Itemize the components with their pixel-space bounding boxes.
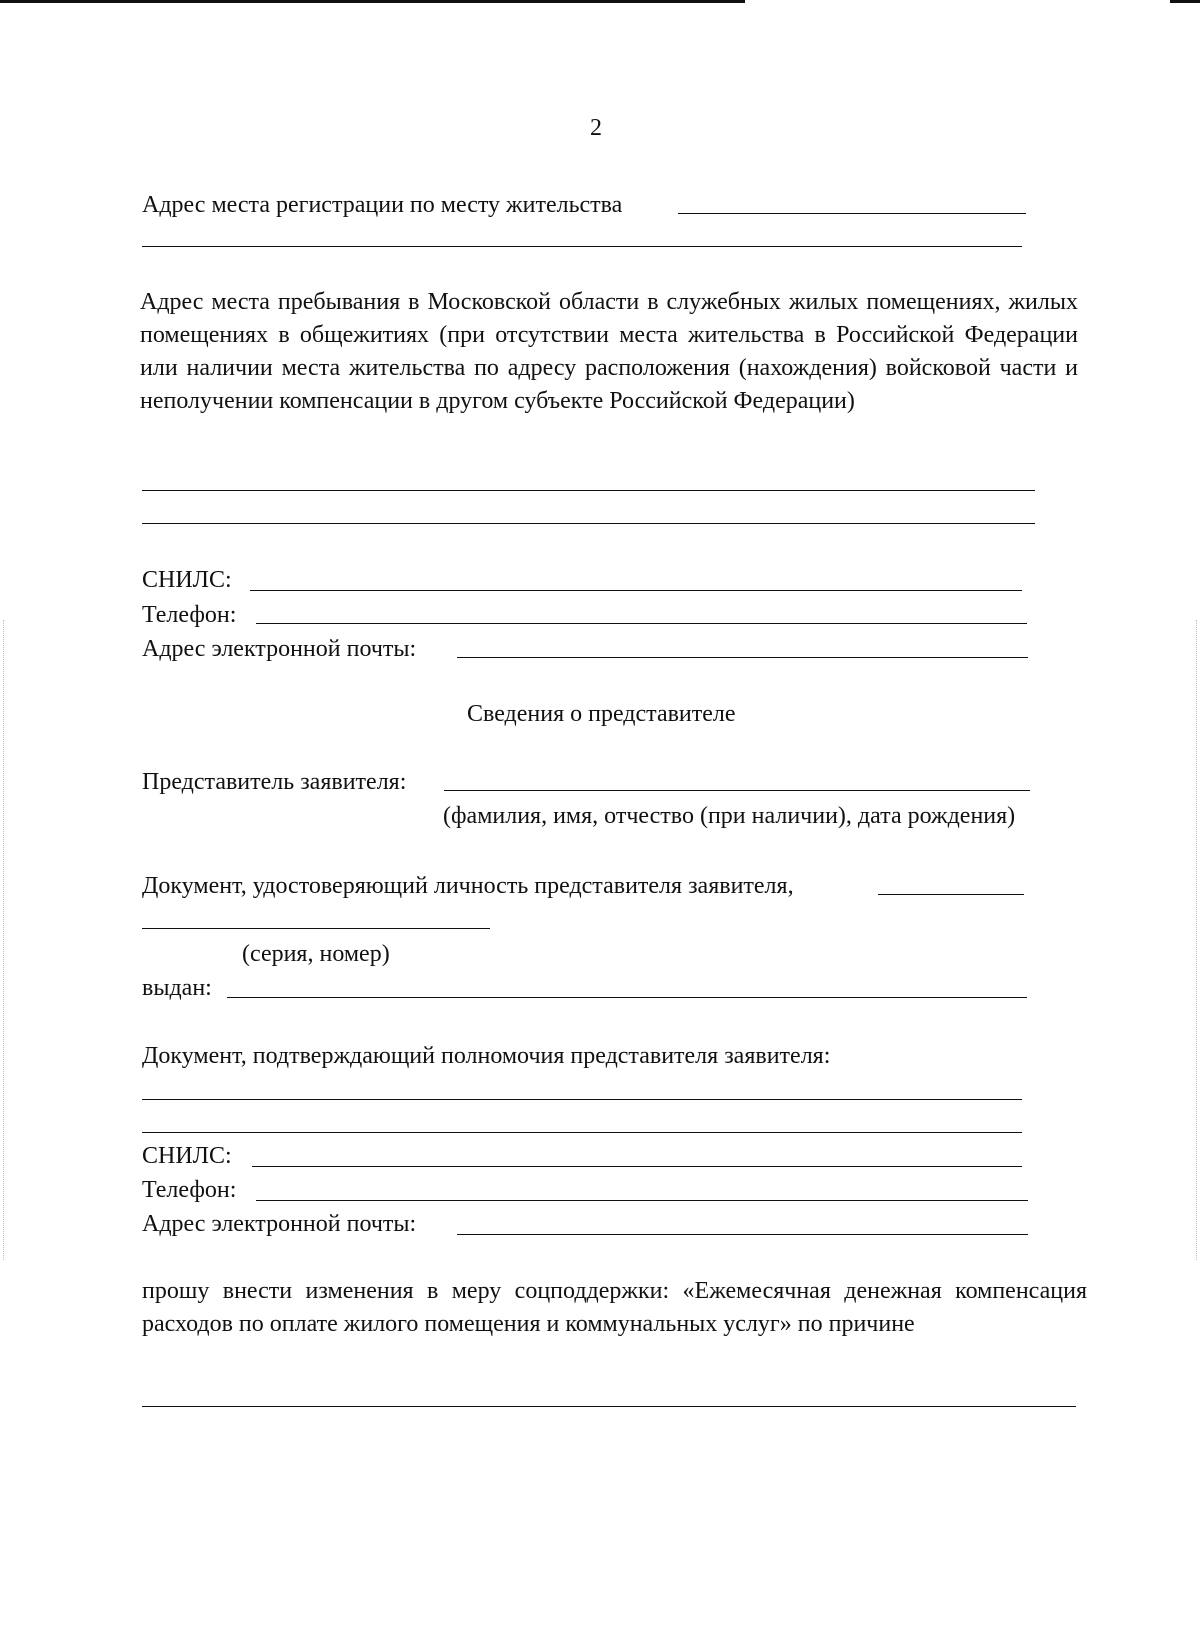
issued-label: выдан: <box>142 975 212 1001</box>
representative-field[interactable] <box>444 790 1030 791</box>
representative-phone-label: Телефон: <box>142 1177 237 1203</box>
representative-email-field[interactable] <box>457 1234 1028 1235</box>
registration-address-label: Адрес места регистрации по месту жительства <box>142 192 623 218</box>
scan-right-edge <box>1196 620 1198 1260</box>
representative-snils-field[interactable] <box>252 1166 1022 1167</box>
authority-document-field-line-1[interactable] <box>142 1099 1022 1100</box>
issued-field[interactable] <box>227 997 1027 998</box>
representative-snils-label: СНИЛС: <box>142 1143 232 1169</box>
page-number: 2 <box>590 115 602 141</box>
request-reason-field[interactable] <box>142 1406 1076 1407</box>
applicant-snils-field[interactable] <box>250 590 1022 591</box>
identity-document-hint: (серия, номер) <box>242 941 390 967</box>
scan-left-edge <box>3 620 5 1260</box>
applicant-phone-field[interactable] <box>256 623 1027 624</box>
stay-address-field-line-2[interactable] <box>142 523 1035 524</box>
representative-email-label: Адрес электронной почты: <box>142 1211 417 1237</box>
applicant-email-field[interactable] <box>457 657 1028 658</box>
identity-document-field-line-1[interactable] <box>878 894 1024 895</box>
registration-address-field-line-2[interactable] <box>142 246 1022 247</box>
applicant-snils-label: СНИЛС: <box>142 567 232 593</box>
scan-top-border <box>0 0 745 3</box>
request-paragraph: прошу внести изменения в меру соцподдержки: «Ежемесячная денежная компенсация расходов по оплате жилого помещения и коммунальных услуг» по причине <box>142 1278 1087 1337</box>
representative-phone-field[interactable] <box>256 1200 1028 1201</box>
authority-document-field-line-2[interactable] <box>142 1132 1022 1133</box>
stay-address-paragraph: Адрес места пребывания в Московской области в служебных жилых помещениях, жилых помещениях в общежитиях (при отсутствии места жительства в Российской Федерации или наличии места жительства по адресу расположения (нахождения) войсковой части и неполучении компенсации в другом субъекте Российской Федерации) <box>140 289 1078 414</box>
registration-address-field-line-1[interactable] <box>678 213 1026 214</box>
representative-label: Представитель заявителя: <box>142 769 407 795</box>
applicant-email-label: Адрес электронной почты: <box>142 636 417 662</box>
representative-section-heading: Сведения о представителе <box>467 701 736 727</box>
identity-document-field-line-2[interactable] <box>142 928 490 929</box>
identity-document-label: Документ, удостоверяющий личность представителя заявителя, <box>142 873 794 899</box>
scan-top-border-right <box>1170 0 1200 3</box>
applicant-phone-label: Телефон: <box>142 602 237 628</box>
authority-document-label: Документ, подтверждающий полномочия представителя заявителя: <box>142 1043 831 1069</box>
stay-address-field-line-1[interactable] <box>142 490 1035 491</box>
representative-hint: (фамилия, имя, отчество (при наличии), дата рождения) <box>443 803 1016 829</box>
